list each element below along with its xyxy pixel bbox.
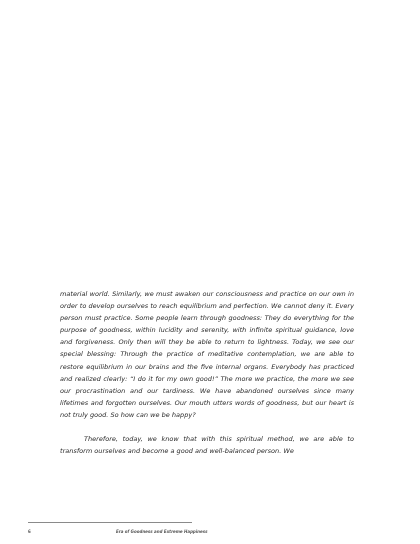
body-text: [60, 288, 354, 457]
running-footer-title: Era of Goodness and Extreme Happiness: [116, 529, 208, 534]
paragraph: Therefore, today, we know that with this spiritual method, we are able to transform ourselves and become a good and well-balanced person. We: [60, 435, 354, 456]
paragraph: material world. Similarly, we must awaken our consciousness and practice on our own in order to develop ourselves to reach equilibrium and perfection. We cannot deny it. Every person must practice. Some people learn through goodness: They do everything for the purpose of goodness, within lucidity and serenity, with infinite spiritual guidance, love and forgiveness. Only then will they be able to return to lightness. Today, we see our special blessing: Through the practice of meditative contemplation, we are able to restore equilibrium in our brains and the five internal organs. Everybody has practiced and realized clearly: “I do it for my own good!” The more we practice, the more we see our procrastination and our tardiness. We have abandoned ourselves since many lifetimes and forgotten ourselves. Our mouth utters words of goodness, but our heart is not truly good. So how can we be happy?: [60, 290, 354, 419]
footer-divider: [28, 522, 192, 523]
page-number: 6: [28, 529, 31, 534]
